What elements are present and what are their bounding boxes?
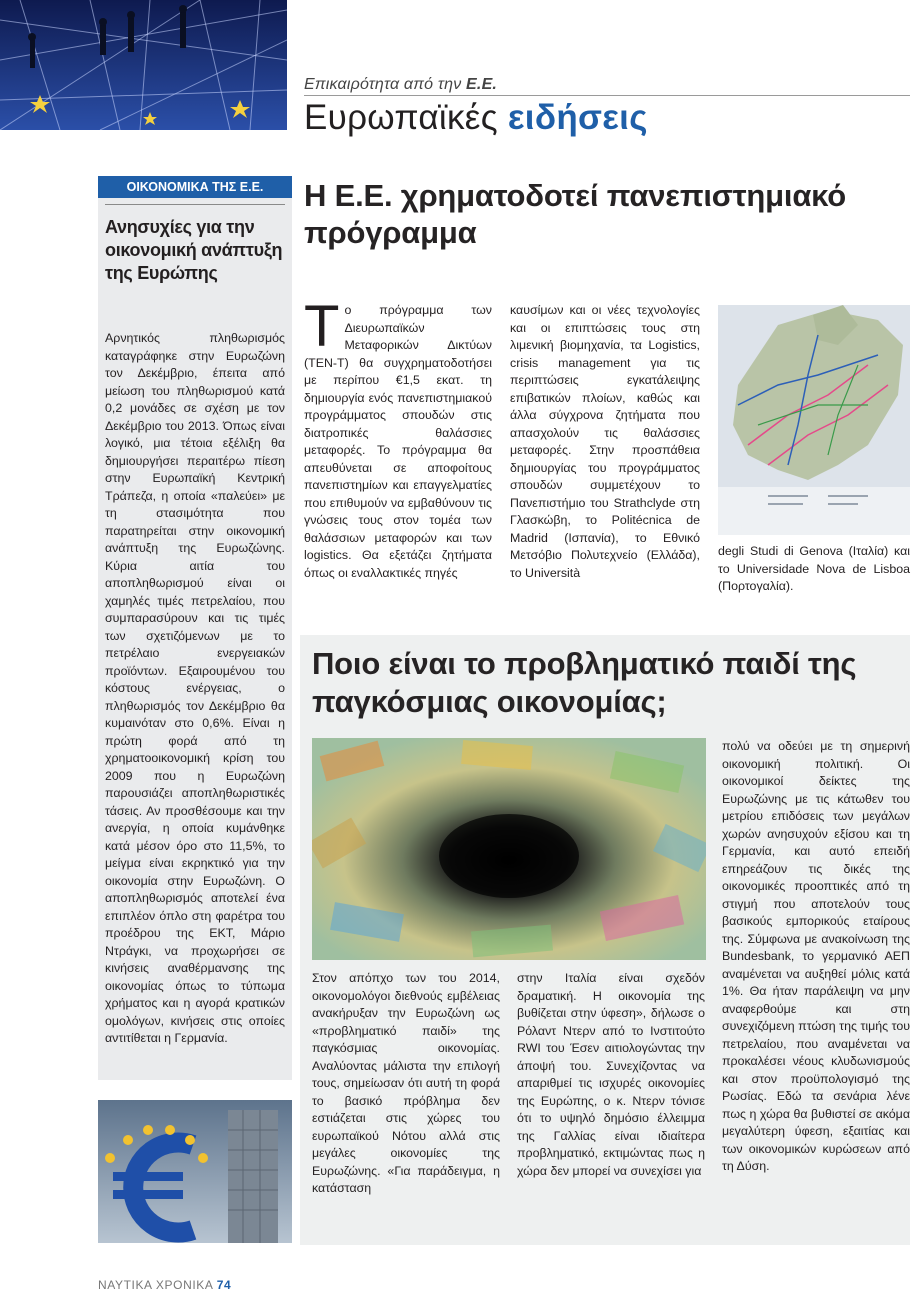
header-photo bbox=[0, 0, 287, 130]
article2-column-1: Στον απόπχο των του 2014, οικονομολόγοι διεθνούς εμβέλειας ανακήρυξαν την Ευρωζώνη ως «προβληματικό παιδί» της παγκόσμιας οικονομίας. Αναλύοντας μάλιστα την επιλογή τους, σημείωσαν ότι αυτή τη φορά το βασικό πρόβλημα δεν εστιάζεται στις χώρες του ευρωπαϊκού Νότου αλλά στις μεγάλες οικονομίες της Ευρωζώνης. «Για παράδειγμα, η κατάσταση bbox=[312, 971, 500, 1195]
article2-column-2: στην Ιταλία είναι σχεδόν δραματική. Η οικονομία της βυθίζεται στην ύφεση», δήλωσε ο Ρόλαντ Ντερν από το Ινστιτούτο RWI του Έσεν αιτιολογώντας την άποψή του. Συνεχίζοντας να απαριθμεί τις ισχυρές οικονομίες της Ευρώπης, ο κ. Ντερν τόνισε ότι το υψηλό δημόσιο έλλειμμα της Γαλλίας είναι ιδιαίτερα προβληματικό, εκτιμώντας πως η χώρα δεν μπορεί να συνεχίσει για bbox=[517, 971, 705, 1178]
article1-title: Η Ε.Ε. χρηματοδοτεί πανεπιστημιακό πρόγραμμα bbox=[304, 178, 846, 250]
sidebar-category-tag: ΟΙΚΟΝΟΜΙΚΑ ΤΗΣ Ε.Ε. bbox=[98, 176, 292, 198]
sidebar-headline: Ανησυχίες για την οικονομική ανάπτυξη της Ευρώπης bbox=[105, 217, 283, 283]
money-vortex-photo bbox=[312, 738, 706, 960]
article2-title: Ποιο είναι το προβληματικό παιδί της παγκόσμιας οικονομίας; bbox=[312, 646, 857, 719]
header-divider bbox=[304, 95, 910, 96]
ten-t-europe-map bbox=[718, 305, 910, 535]
article2-column-3: πολύ να οδεύει με τη σημερινή οικονομική πολιτική. Οι οικονομικοί δείκτες της Ευρωζώνης με τις κάτωθεν του μετρίου επιδόσεις των μεγάλων χωρών ανησυχούν εξίσου και τη Γερμανία, και αυτό επειδή επηρεάζουν τις δικές της οικονομικές προοπτικές από τη στιγμή που αποτελούν τους βασικούς εμπορικούς εταίρους της. Σύμφωνα με ανακοίνωση της Bundesbank, το γερμανικό ΑΕΠ αναμένεται να αυξηθεί μόλις κατά 1%. Θα ήταν παράλειψη να μην αναφερθούμε και στη συνεχιζόμενη πτώση της τιμής του πετρελαίου, που αναμένεται να προκαλέσει νέους κλυδωνισμούς και στον προϋπολογισμό της Ρωσίας. Εδώ τα σενάρια λένε πως η χώρα θα βυθιστεί σε ακόμα μεγαλύτερη ύφεση, εξαιτίας και των οικονομικών κυρώσεων από τη Δύση. bbox=[722, 739, 910, 1173]
euro-sculpture-photo bbox=[98, 1100, 292, 1243]
article1-column-1: Το πρόγραμμα των Διευρωπαϊκών Μεταφορικών Δικτύων (TEN-T) θα συγχρηματοδοτήσει με περίπου €1,5 εκατ. τη δημιουργία ενός πανεπιστημιακού προγράμματος σπουδών στις διατροπικές θαλάσσιες μεταφορές. Το πρόγραμμα θα απευθύνεται σε αποφοίτους πανεπιστημίων και επαγγελματίες που επιθυμούν να εμβαθύνουν τις γνώσεις τους στον τομέα των θαλάσσιων μεταφορών και των logistics. Θα εξετάζει ζητήματα όπως οι εναλλακτικές πηγές bbox=[304, 294, 492, 580]
section-kicker: Επικαιρότητα από την Ε.Ε. bbox=[304, 76, 498, 93]
dropcap: Τ bbox=[304, 294, 340, 359]
sidebar-divider bbox=[105, 204, 285, 205]
section-title-accent: ειδήσεις bbox=[507, 98, 648, 137]
sidebar-body: Αρνητικός πληθωρισμός καταγράφηκε στην Ευρωζώνη τον Δεκέμβριο, έπειτα από μείωση του πληθωρισμού κατά 0,2 μονάδες σε σχέση με τον Δεκέμβριο του 2013. Όπως είναι λογικό, μια τέτοια εξέλιξη θα δημιουργήσει περαιτέρω πίεση στην Ευρωπαϊκή Κεντρική Τράπεζα, η οποία «παλεύει» με τη στασιμότητα που παρατηρείται στην οικονομική ανάπτυξη της Ευρωζώνης. Κύρια αιτία του αποπληθωρισμού είναι οι χαμηλές τιμές πετρελαίου, που συμπαρασύρουν και τις τιμές των σχετιζόμενων με το πετρέλαιο ενεργειακών προϊόντων. Εξαιρουμένου του κόστους ενέργειας, ο πληθωρισμός τον Δεκέμβριο θα κυμαινόταν στο 0,6%. Είναι η πρώτη φορά από τη χρηματοοικονομική κρίση του 2009 που η Ευρωζώνη παρουσιάζει αποπληθωριστικές τάσεις. Αν προσθέσουμε και την ανεργία, η οποία κυμάνθηκε κατά μέσον όρο στο 11,5%, το μείγμα είναι εκρηκτικό για την οικονομία στην Ευρωζώνη. Ο αποπληθωρισμός αποτελεί ένα επιπλέον όπλο στη φαρέτρα του προέδρου της ΕΚΤ, Μάριο Ντράγκι, να προχωρήσει σε κινήσεις αναθέρμανσης της οικονομίας όπως το τύπωμα χρήματος και η αγορά κρατικών ομολόγων, κινήσεις στις οποίες αντιτίθεται η Γερμανία. bbox=[105, 331, 285, 1045]
page-footer: ΝΑΥΤΙΚΑ ΧΡΟΝΙΚΑ 74 bbox=[98, 1278, 232, 1292]
article1-column-2: καυσίμων και οι νέες τεχνολογίες και οι επιπτώσεις τους στη λιμενική βιομηχανία, τα Logistics, crisis management για τις περιπτώσεις εγκατάλειψης επιβατικών πλοίων, καθώς και άλλα σύγχρονα ζητήματα που απασχολούν τις θαλάσσιες μεταφορές. Στην προσπάθεια δημιουργίας του προγράμματος σπουδών συμμετέχουν το Πανεπιστήμιο του Strathclyde στη Γλασκώβη, το Politécnica de Madrid (Ισπανία), το Εθνικό Μετσόβιο Πολυτεχνείο (Ελλάδα), το Università bbox=[510, 303, 700, 580]
page-number: 74 bbox=[216, 1278, 232, 1292]
section-title: Ευρωπαϊκές ειδήσεις bbox=[304, 98, 648, 137]
article1-column-3: degli Studi di Genova (Ιταλία) και το Universidade Nova de Lisboa (Πορτογαλία). bbox=[718, 544, 910, 593]
